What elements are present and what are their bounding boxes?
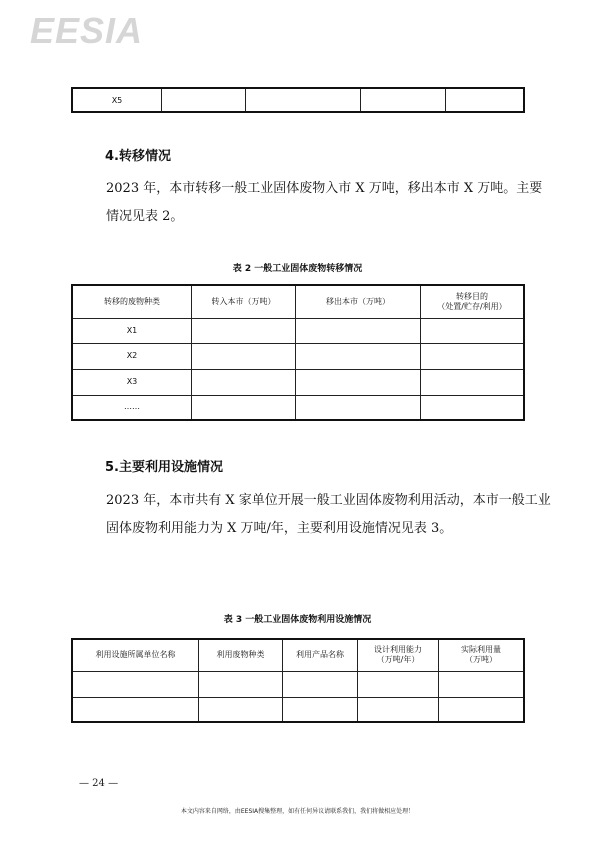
logo: EESIA [30,10,144,51]
table-header-cell: 利用废物种类 [199,639,283,671]
table-cell [283,697,358,722]
table-cell [192,318,296,343]
table-row [72,395,524,420]
table-cell [361,88,446,112]
table-row [72,369,524,395]
table-row [72,343,524,369]
page-number: — 24 — [79,778,119,789]
transfer-table [71,284,525,421]
facilities-table [71,638,525,723]
table-header-cell: 转移目的 （处置/贮存/利用） [421,285,525,318]
table-cell [72,697,199,722]
section-heading-transfer: 4.转移情况 [105,149,171,164]
table-cell: X2 [72,343,192,369]
table-header-cell: 设计利用能力 （万吨/年） [358,639,439,671]
table-cell [421,369,525,395]
table-cell [421,395,525,420]
table-3-caption: 表 3 一般工业固体废物利用设施情况 [223,615,372,625]
table-header-cell: 转移的废物种类 [72,285,192,318]
table-header-row [72,285,524,318]
table-cell [296,369,421,395]
table-cell [72,671,199,697]
paragraph-facilities: 2023 年，本市共有 X 家单位开展一般工业固体废物利用活动，本市一般工业固体废物利用能力为 X 万吨/年，主要利用设施情况见表 3。 [106,493,551,536]
table-cell [283,671,358,697]
table-header-row [72,639,524,671]
table-header-cell: 转入本市（万吨） [192,285,296,318]
table-2-caption: 表 2 一般工业固体废物转移情况 [232,264,363,274]
table-cell: X3 [72,369,192,395]
table-cell [358,671,439,697]
table-cell [162,88,246,112]
table-header-cell: 移出本市（万吨） [296,285,421,318]
table-header-cell: 实际利用量 （万吨） [439,639,525,671]
table-header-cell: 利用产品名称 [283,639,358,671]
paragraph-transfer: 2023 年，本市转移一般工业固体废物入市 X 万吨，移出本市 X 万吨。主要情况见表 2。 [106,181,543,224]
table-cell [199,671,283,697]
table-cell [296,343,421,369]
table-cell [439,697,525,722]
table-cell [192,369,296,395]
table-cell: …… [72,395,192,420]
table-row [72,318,524,343]
table-cell [199,697,283,722]
table-cell [296,395,421,420]
table-row [72,671,524,697]
table-header-cell: 利用设施所属单位名称 [72,639,199,671]
table-cell [446,88,525,112]
footer-notice: 本文内容来自网络，由EESIA搜集整理，如有任何异议请联系我们，我们将做相应处理！ [180,808,415,815]
table-cell [421,343,525,369]
table-cell [192,343,296,369]
table-cell [192,395,296,420]
table-cell [439,671,525,697]
table-cell: X1 [72,318,192,343]
table-cell [246,88,361,112]
table-cell: X5 [72,88,162,112]
section-heading-facilities: 5.主要利用设施情况 [105,460,223,475]
table-row [72,88,524,112]
table-row [72,697,524,722]
table-cell [358,697,439,722]
continued-table [71,87,525,113]
table-cell [421,318,525,343]
table-cell [296,318,421,343]
